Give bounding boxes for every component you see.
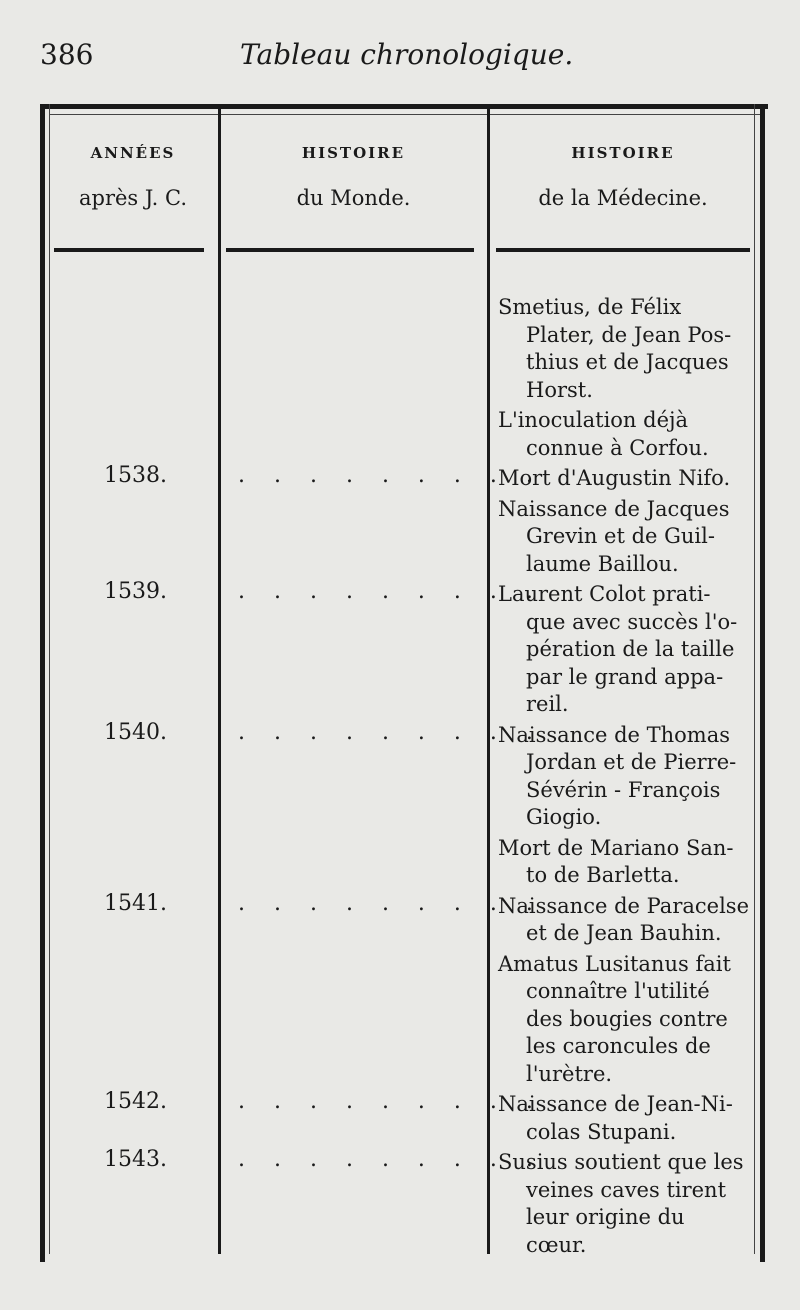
entry-line: Grevin et de Guil- — [526, 524, 715, 548]
medicine-entry — [498, 951, 752, 1089]
entry-line: Naissance de Thomas — [498, 722, 731, 747]
medicine-entry — [498, 1149, 752, 1259]
entry-line: Sévérin - François — [526, 777, 721, 802]
medicine-entry — [498, 1091, 752, 1146]
column-header-medicine — [492, 144, 754, 210]
entry-line: et de Jean Bauhin. — [526, 921, 722, 945]
entry-line: L'inoculation déjà — [498, 408, 689, 432]
entry-line: colas Stupani. — [526, 1119, 677, 1144]
column-header-world — [222, 144, 485, 210]
table-top-rule — [40, 104, 768, 109]
column-header-years-top: ANNÉES — [90, 144, 176, 162]
year-cell: 1541. — [104, 890, 167, 916]
dot-leader: . . . . . . . . . — [238, 719, 544, 745]
dot-leader: . . . . . . . . . — [238, 579, 544, 604]
entry-line: laume Baillou. — [526, 551, 679, 576]
entry-line: Naissance de Paracelse — [498, 893, 749, 918]
entry-line: Giogio. — [526, 805, 602, 829]
column-header-world-top: HISTOIRE — [301, 144, 406, 162]
column-header-years — [50, 144, 216, 210]
year-cell: 1542. — [104, 1089, 167, 1114]
header-rule-world — [226, 248, 474, 252]
entry-line: reil. — [526, 692, 569, 716]
entry-line: les caroncules de — [526, 1034, 711, 1058]
table-right-border — [760, 104, 765, 1262]
entry-line: connaître l'utilité — [526, 979, 710, 1003]
entry-line: veines caves tirent — [526, 1177, 727, 1202]
year-cell: 1538. — [104, 463, 167, 488]
entry-line: Jordan et de Pierre- — [526, 750, 737, 774]
medicine-entry — [498, 893, 752, 948]
year-cell: 1540. — [104, 719, 167, 745]
entry-line: Naissance de Jean-Ni- — [498, 1092, 733, 1116]
column-divider-2 — [487, 104, 490, 1254]
entry-line: Naissance de Jacques — [498, 496, 730, 521]
entry-line: cœur. — [526, 1232, 587, 1257]
year-cell: 1539. — [104, 579, 167, 604]
column-divider-1 — [218, 104, 221, 1254]
dot-leader: . . . . . . . . . — [238, 1089, 544, 1114]
column-header-world-bottom: du Monde. — [296, 186, 411, 210]
entry-line: Plater, de Jean Pos- — [526, 322, 732, 347]
entry-line: des bougies contre — [526, 1006, 728, 1031]
entry-line: Laurent Colot prati- — [498, 582, 711, 606]
header-rule-years — [54, 248, 204, 252]
entry-line: thius et de Jacques — [526, 350, 729, 374]
medicine-entry — [498, 835, 752, 890]
entry-line: que avec succès l'o- — [526, 609, 738, 634]
medicine-entry — [498, 407, 752, 462]
column-header-medicine-top: HISTOIRE — [571, 144, 675, 162]
dot-leader: . . . . . . . . . — [238, 1147, 544, 1172]
medicine-entry — [498, 465, 752, 493]
entry-line: Horst. — [526, 377, 593, 402]
running-head — [40, 38, 760, 78]
dot-leader: . . . . . . . . . — [238, 463, 544, 488]
column-header-medicine-bottom: de la Médecine. — [538, 186, 708, 210]
entry-line: Mort de Mariano San- — [498, 835, 734, 860]
table-left-border — [40, 104, 45, 1262]
medicine-entry — [498, 722, 752, 832]
table-right-inner-border — [754, 104, 755, 1254]
medicine-entry — [498, 294, 752, 404]
entry-line: pération de la taille — [526, 637, 735, 661]
header-rule-medicine — [496, 248, 750, 252]
chronology-table — [40, 104, 770, 1262]
entry-line: Smetius, de Félix — [498, 295, 682, 319]
page-number: 386 — [40, 38, 94, 71]
entry-line: Susius soutient que les — [498, 1150, 744, 1174]
dot-leader: . . . . . . . . . — [238, 890, 544, 916]
table-left-inner-border — [49, 104, 50, 1254]
year-cell: 1543. — [104, 1147, 167, 1172]
table-top-inner-rule — [50, 114, 760, 115]
entry-line: leur origine du — [526, 1205, 685, 1229]
column-header-years-bottom: après J. C. — [78, 186, 187, 210]
entry-line: Mort d'Augustin Nifo. — [498, 466, 731, 490]
entry-line: to de Barletta. — [526, 863, 680, 887]
medicine-entry — [498, 581, 752, 719]
entry-line: connue à Corfou. — [526, 435, 709, 460]
entry-line: l'urètre. — [526, 1061, 613, 1086]
medicine-entry — [498, 496, 752, 579]
page-title: Tableau chronologique. — [240, 38, 574, 71]
entry-line: Amatus Lusitanus fait — [498, 951, 731, 976]
entry-line: par le grand appa- — [526, 664, 724, 689]
